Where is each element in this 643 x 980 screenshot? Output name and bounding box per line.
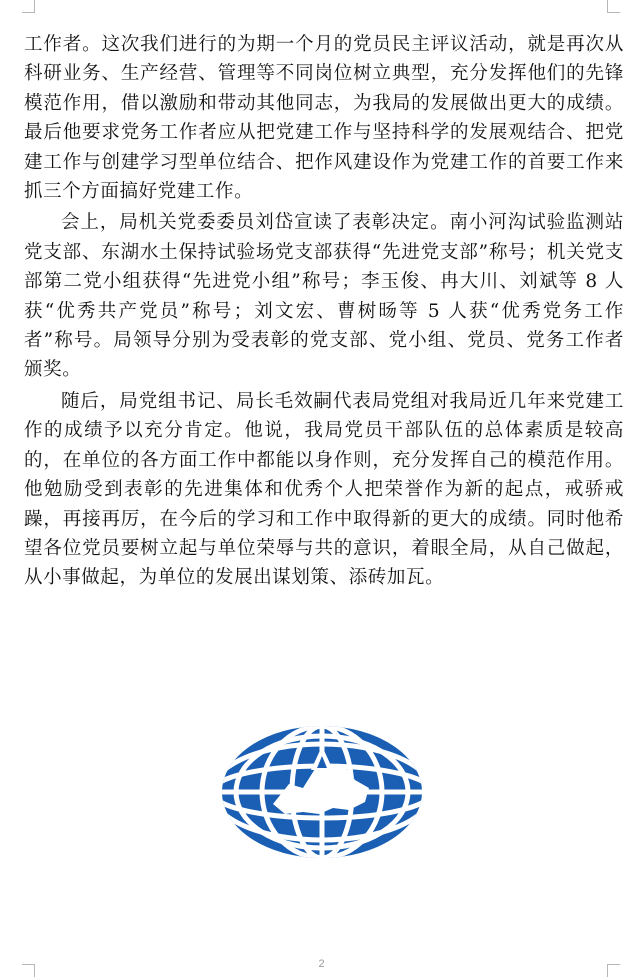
paragraph-3: 随后，局党组书记、局长毛效嗣代表局党组对我局近几年来党建工作的成绩予以充分肯定。他说，我局党员干部队伍的总体素质是较高的，在单位的各方面工作中都能以身作则，充分发挥自己的模范作用。他勉励受到表彰的先进集体和优秀个人把荣誉作为新的起点，戒骄戒躁，再接再厉，在今后的学习和工作中取得新的更大的成绩。同时他希望各位党员要树立起与单位荣辱与共的意识，着眼全局，从自己做起，从小事做起，为单位的发展出谋划策、添砖加瓦。 [24, 390, 624, 589]
document-body [24, 30, 624, 595]
organization-logo [215, 718, 429, 866]
globe-emblem-icon [215, 718, 429, 866]
paragraph-1: 工作者。这次我们进行的为期一个月的党员民主评议活动，就是再次从科研业务、生产经营、管理等不同岗位树立典型，充分发挥他们的先锋模范作用，借以激励和带动其他同志，为我局的发展做出更大的成绩。最后他要求党务工作者应从把党建工作与坚持科学的发展观结合、把党建工作与创建学习型单位结合、把作风建设作为党建工作的首要工作来抓三个方面搞好党建工作。 [24, 34, 624, 203]
crop-mark-top-right [607, 0, 620, 13]
paragraph-2: 会上，局机关党委委员刘岱宣读了表彰决定。南小河沟试验监测站党支部、东湖水土保持试验场党支部获得“先进党支部”称号；机关党支部第二党小组获得“先进党小组”称号；李玉俊、冉大川、刘斌等 8 人获“优秀共产党员”称号；刘文宏、曹树旸等 5 人获“优秀党务工作者”称号。局领导分别为受表彰的党支部、党小组、党员、党务工作者颁奖。 [24, 212, 624, 381]
crop-mark-top-left [22, 0, 35, 13]
page-number: 2 [318, 958, 325, 970]
